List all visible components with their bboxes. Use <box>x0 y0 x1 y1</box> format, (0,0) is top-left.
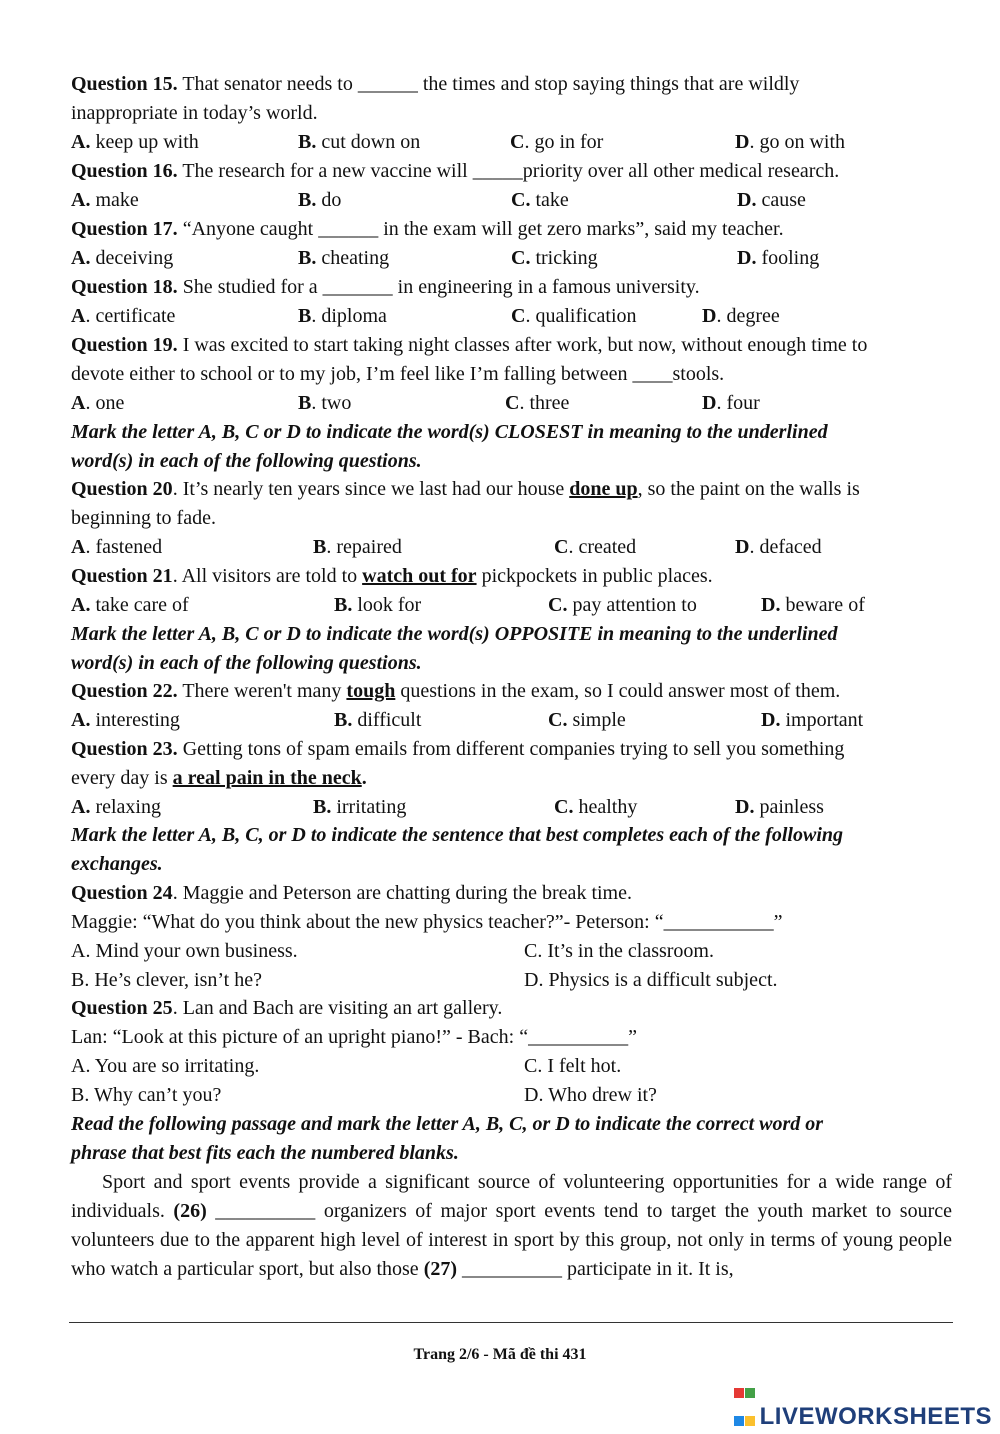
option-d[interactable]: D. go on with <box>735 131 846 153</box>
question-text-cont: devote either to school or to my job, I’m feel like I’m falling between ____stools. <box>71 363 725 385</box>
question-label: Question 18. <box>71 276 178 298</box>
blank-number-26: (26) <box>173 1200 207 1222</box>
option-a[interactable]: A. fastened <box>71 536 163 558</box>
question-label: Question 21 <box>71 565 173 587</box>
option-c[interactable]: C. tricking <box>511 247 598 269</box>
footer-divider <box>69 1322 953 1323</box>
option-b[interactable]: B. look for <box>334 594 422 616</box>
option-a[interactable]: A. certificate <box>71 305 176 327</box>
option-a[interactable]: A. You are so irritating. <box>71 1055 260 1077</box>
instruction-passage-cont: phrase that best fits each the numbered blanks. <box>71 1142 459 1164</box>
dialogue-line: Lan: “Look at this picture of an upright piano!” - Bach: “__________” <box>71 1026 637 1048</box>
option-b[interactable]: B. Why can’t you? <box>71 1084 222 1106</box>
option-c[interactable]: C. I felt hot. <box>524 1055 622 1077</box>
question-text-cont: beginning to fade. <box>71 507 216 529</box>
question-label: Question 17. <box>71 218 178 240</box>
option-a[interactable]: A. one <box>71 392 125 414</box>
option-b[interactable]: B. two <box>298 392 352 414</box>
option-c[interactable]: C. It’s in the classroom. <box>524 940 714 962</box>
question-text: She studied for a _______ in engineering in a famous university. <box>177 276 700 298</box>
option-a[interactable]: A. deceiving <box>71 247 174 269</box>
option-a[interactable]: A. Mind your own business. <box>71 940 298 962</box>
question-text: “Anyone caught ______ in the exam will get zero marks”, said my teacher. <box>177 218 784 240</box>
option-b[interactable]: B. repaired <box>313 536 402 558</box>
underlined-phrase: a real pain in the neck <box>172 767 362 789</box>
instruction-opposite-cont: word(s) in each of the following questions. <box>71 652 422 674</box>
option-d[interactable]: D. painless <box>735 796 824 818</box>
blank-number-27: (27) <box>423 1258 458 1280</box>
option-c[interactable]: C. simple <box>548 709 626 731</box>
question-text-cont: every day is a real pain in the neck. <box>71 767 367 789</box>
question-text: That senator needs to ______ the times and stop saying things that are wildly <box>177 73 800 95</box>
option-c[interactable]: C. healthy <box>554 796 638 818</box>
option-d[interactable]: D. cause <box>737 189 806 211</box>
instruction-opposite: Mark the letter A, B, C or D to indicate the word(s) OPPOSITE in meaning to the underlined <box>71 623 838 645</box>
question-label: Question 15. <box>71 73 178 95</box>
dialogue-line: Maggie: “What do you think about the new physics teacher?”- Peterson: “___________” <box>71 911 783 933</box>
underlined-phrase: watch out for <box>362 565 477 587</box>
question-label: Question 22. <box>71 680 178 702</box>
option-d[interactable]: D. defaced <box>735 536 822 558</box>
option-b[interactable]: B. irritating <box>313 796 407 818</box>
question-text: Getting tons of spam emails from different companies trying to sell you something <box>177 738 845 760</box>
reading-passage: Sport and sport events provide a significant source of volunteering opportunities for a wide range of individuals. (26) __________ organizers of major sport events tend to target the youth market to source volunteers due to the apparent high level of interest in sport by this group, not only in terms of young people who watch a particular sport, but also those (27) __________ participate in it. It is, <box>71 1171 952 1280</box>
question-19 <box>71 331 867 360</box>
question-23 <box>71 735 844 764</box>
question-25: Question 25. Lan and Bach are visiting an art gallery. <box>71 997 503 1019</box>
option-b[interactable]: B. cheating <box>298 247 390 269</box>
question-24: Question 24. Maggie and Peterson are chatting during the break time. <box>71 882 632 904</box>
question-label: Question 23. <box>71 738 178 760</box>
option-c[interactable]: C. three <box>505 392 570 414</box>
question-16 <box>71 157 839 186</box>
question-label: Question 20 <box>71 478 173 500</box>
option-b[interactable]: B. cut down on <box>298 131 421 153</box>
question-label: Question 25 <box>71 997 173 1019</box>
question-17 <box>71 215 784 244</box>
option-d[interactable]: D. beware of <box>761 594 865 616</box>
question-21: Question 21. All visitors are told to watch out for pickpockets in public places. <box>71 565 713 587</box>
option-d[interactable]: D. important <box>761 709 864 731</box>
question-text: The research for a new vaccine will _____priority over all other medical research. <box>177 160 840 182</box>
option-a[interactable]: A. take care of <box>71 594 189 616</box>
option-c[interactable]: C. created <box>554 536 637 558</box>
question-22: Question 22. There weren't many tough questions in the exam, so I could answer most of them. <box>71 680 841 702</box>
option-d[interactable]: D. fooling <box>737 247 820 269</box>
option-b[interactable]: B. diploma <box>298 305 387 327</box>
option-c[interactable]: C. take <box>511 189 569 211</box>
option-b[interactable]: B. difficult <box>334 709 422 731</box>
underlined-phrase: done up <box>569 478 638 500</box>
question-18 <box>71 273 700 302</box>
question-label: Question 16. <box>71 160 178 182</box>
question-text: I was excited to start taking night classes after work, but now, without enough time to <box>177 334 868 356</box>
instruction-closest-cont: word(s) in each of the following questions. <box>71 450 422 472</box>
option-d[interactable]: D. Physics is a difficult subject. <box>524 969 778 991</box>
instruction-exchanges: Mark the letter A, B, C, or D to indicate the sentence that best completes each of the following <box>71 824 844 846</box>
option-c[interactable]: C. qualification <box>511 305 637 327</box>
option-a[interactable]: A. relaxing <box>71 796 161 818</box>
question-15 <box>71 70 799 99</box>
question-20: Question 20. It’s nearly ten years since we last had our house done up, so the paint on the walls is <box>71 478 860 500</box>
option-c[interactable]: C. go in for <box>510 131 604 153</box>
option-a[interactable]: A. interesting <box>71 709 180 731</box>
option-d[interactable]: D. degree <box>702 305 780 327</box>
question-text-cont: inappropriate in today’s world. <box>71 102 318 124</box>
question-label: Question 19. <box>71 334 178 356</box>
liveworksheets-logo: LIVEWORKSHEETS <box>734 1378 992 1431</box>
option-d[interactable]: D. four <box>702 392 760 414</box>
instruction-exchanges-cont: exchanges. <box>71 853 163 875</box>
underlined-phrase: tough <box>346 680 396 702</box>
instruction-passage: Read the following passage and mark the letter A, B, C, or D to indicate the correct word or <box>71 1113 824 1135</box>
option-b[interactable]: B. He’s clever, isn’t he? <box>71 969 262 991</box>
page-footer: Trang 2/6 - Mã đề thi 431 <box>413 1346 587 1363</box>
logo-icon <box>734 1378 756 1400</box>
option-b[interactable]: B. do <box>298 189 342 211</box>
option-a[interactable]: A. keep up with <box>71 131 199 153</box>
question-label: Question 24 <box>71 882 173 904</box>
option-d[interactable]: D. Who drew it? <box>524 1084 657 1106</box>
option-c[interactable]: C. pay attention to <box>548 594 697 616</box>
instruction-closest: Mark the letter A, B, C or D to indicate the word(s) CLOSEST in meaning to the underlined <box>71 421 828 443</box>
option-a[interactable]: A. make <box>71 189 139 211</box>
